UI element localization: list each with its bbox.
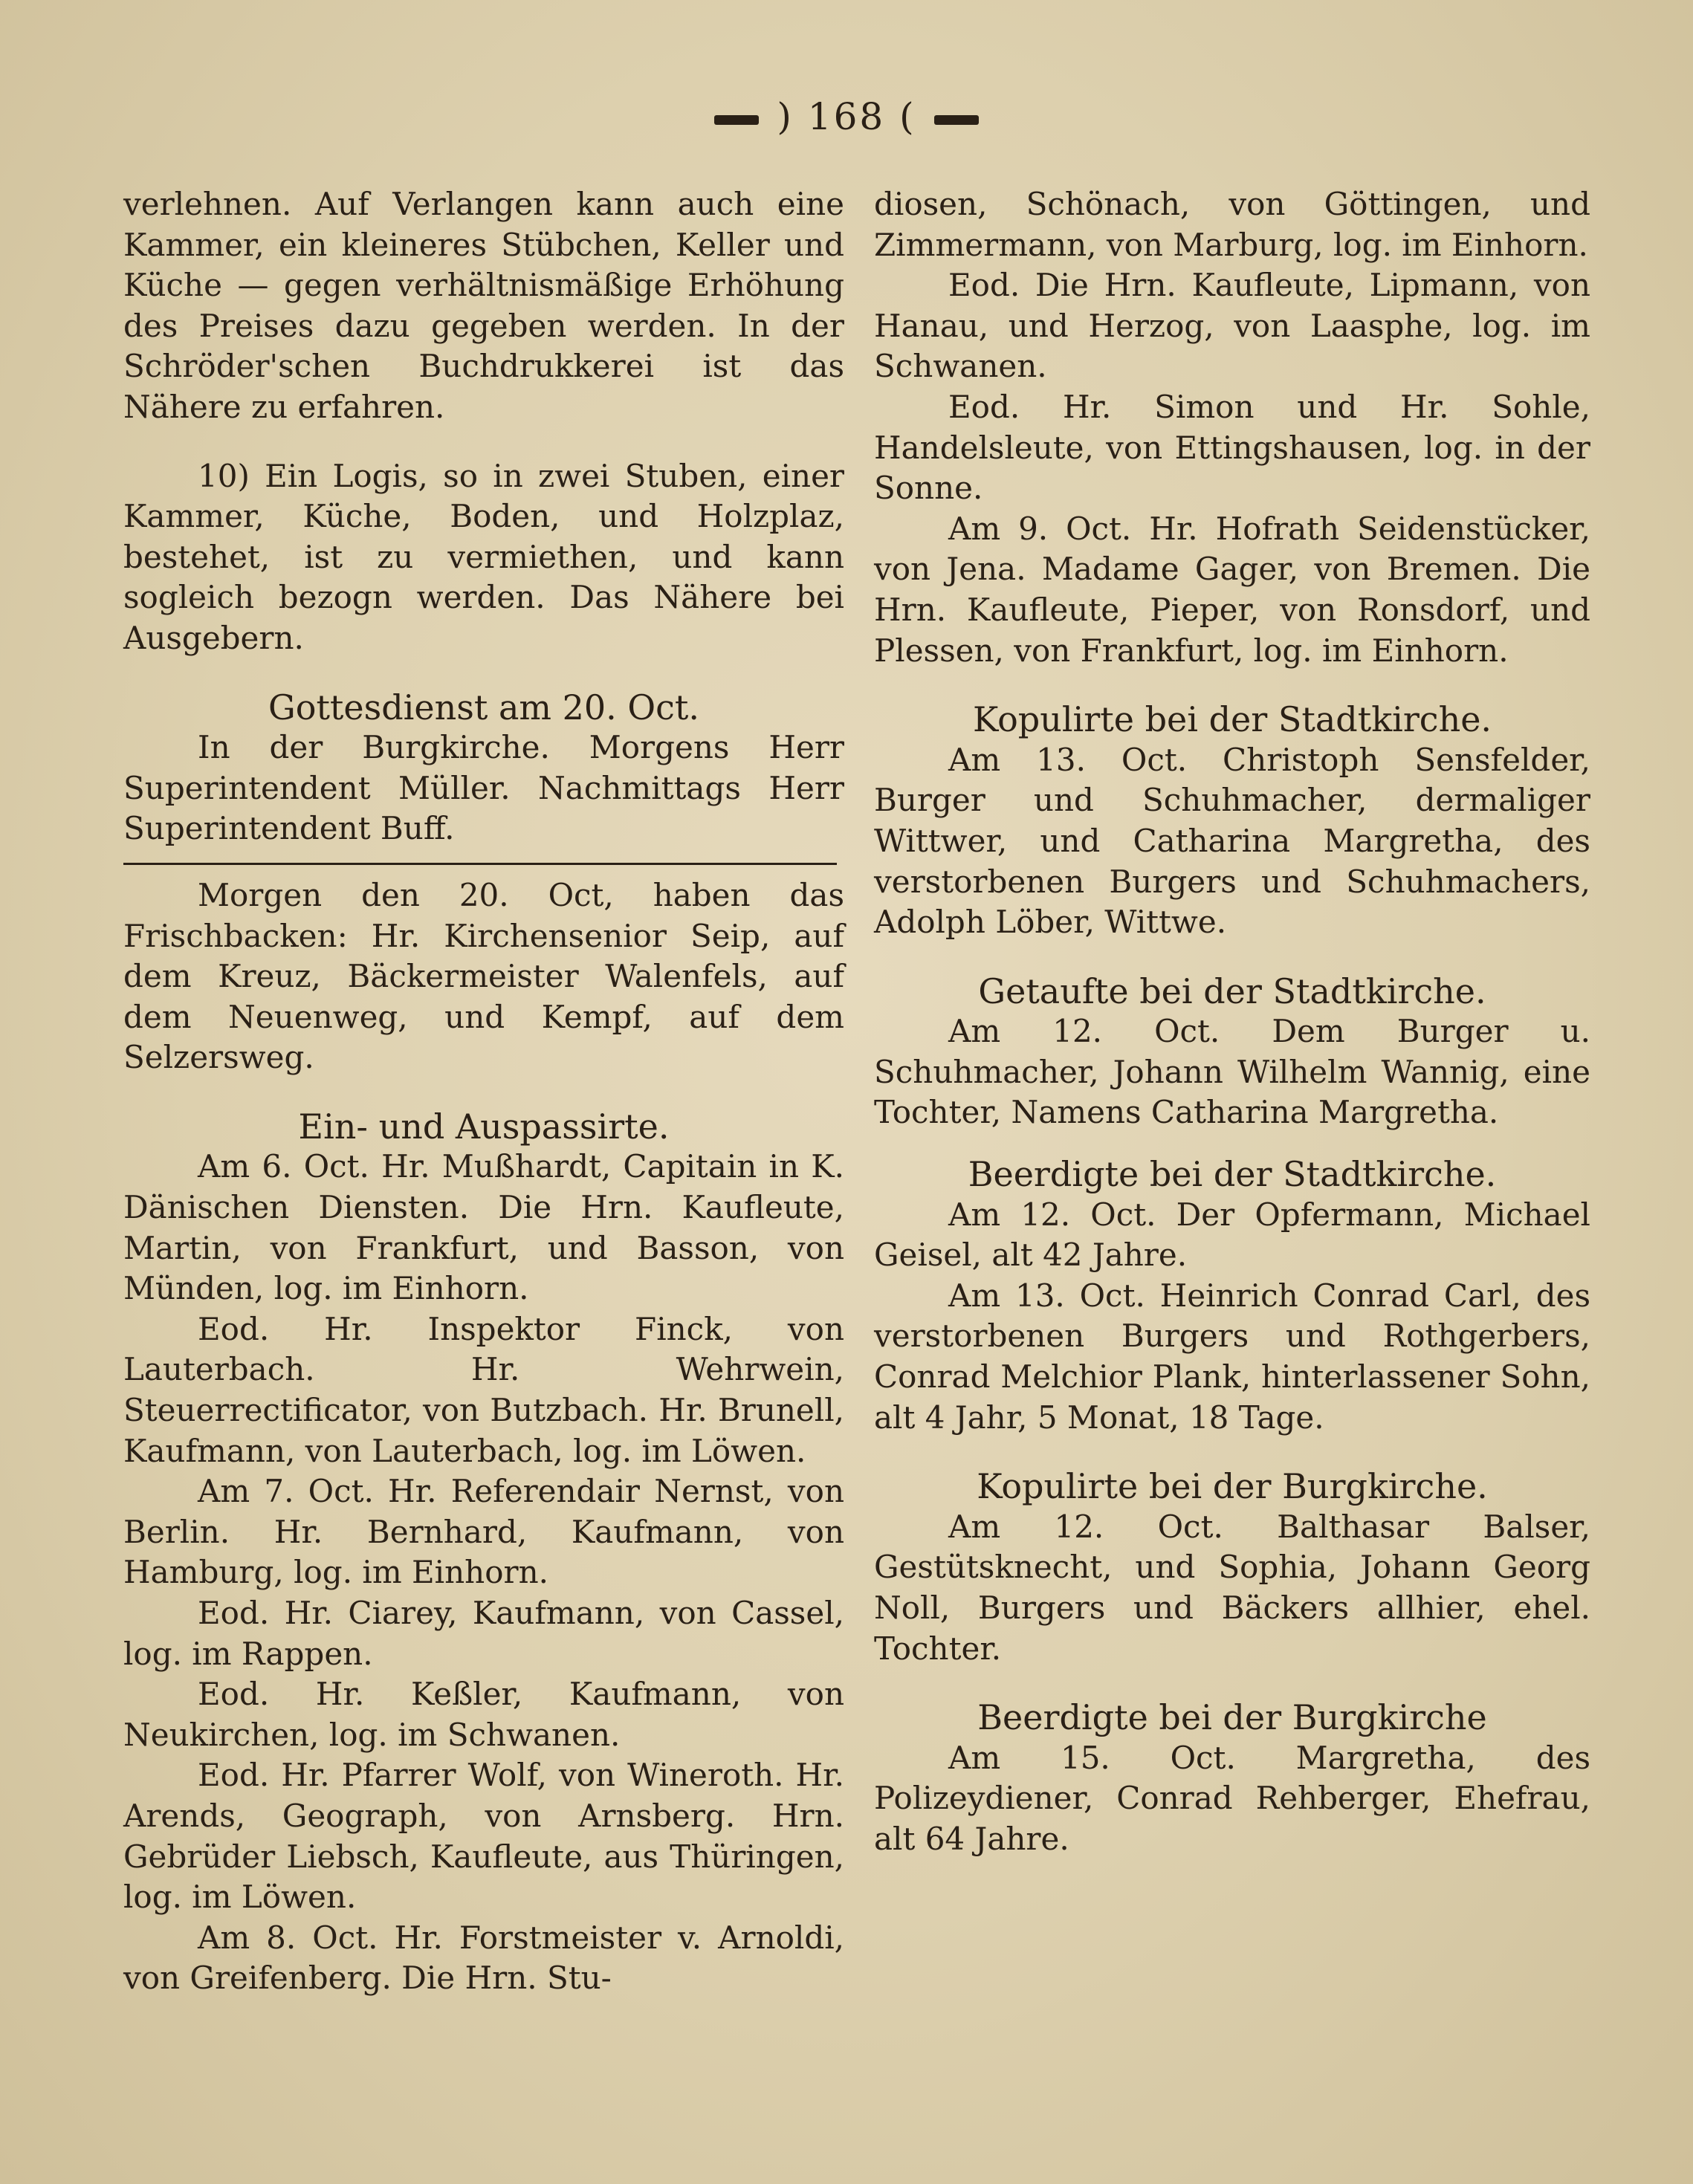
section-divider [123,863,837,865]
arrivals-eod-2: Eod. Hr. Ciarey, Kaufmann, von Cassel, log. im Rappen. [123,1595,844,1672]
arrivals-eod-6: Eod. Hr. Simon und Hr. Sohle, Handelsleute, von Ettingshausen, log. in der Sonne. [874,388,1590,507]
beerdigte-stadtkirche-2: Am 13. Oct. Heinrich Conrad Carl, des verstorbenen Burgers und Rothgerbers, Conrad Melchior Plank, hinterlassener Sohn, alt 4 Jahr, 5 Monat, 18 Tage. [874,1277,1590,1436]
heading-beerdigte-stadtkirche: Beerdigte bei der Stadtkirche. [968,1154,1497,1195]
arrivals-oct-6: Am 6. Oct. Hr. Mußhardt, Capitain in K. Dänischen Diensten. Die Hrn. Kaufleute, Martin, von Frankfurt, und Basson, von Münden, log. im Einhorn. [123,1148,844,1307]
getaufte-stadtkirche-text: Am 12. Oct. Dem Burger u. Schuhmacher, Johann Wilhelm Wannig, eine Tochter, Namens Catharina Margretha. [874,1013,1590,1131]
arrivals-oct-8: Am 8. Oct. Hr. Forstmeister v. Arnoldi, von Greifenberg. Die Hrn. Stu- [123,1919,844,1997]
arrivals-oct-7: Am 7. Oct. Hr. Referendair Nernst, von Berlin. Hr. Bernhard, Kaufmann, von Hamburg, log. im Einhorn. [123,1473,844,1591]
beerdigte-burgkirche-text: Am 15. Oct. Margretha, des Polizeydiener, Conrad Rehberger, Ehefrau, alt 64 Jahre. [874,1739,1590,1857]
right-column [874,184,1590,1860]
gottesdienst-text: In der Burgkirche. Morgens Herr Superintendent Müller. Nachmittags Herr Superintendent Buff. [123,729,844,847]
left-column [123,184,844,1999]
header-ornament-right [934,115,979,125]
heading-gottesdienst: Gottesdienst am 20. Oct. [268,687,699,728]
heading-beerdigte-burgkirche: Beerdigte bei der Burgkirche [977,1697,1487,1738]
notice-continuation: verlehnen. Auf Verlangen kann auch eine Kammer, ein kleineres Stübchen, Keller und Küche — gegen verhältnismäßige Erhöhung des Preises dazu gegeben werden. In der Schröder'schen Buchdrukkerei ist das Nähere zu erfahren. [123,186,844,425]
heading-getaufte-stadtkirche: Getaufte bei der Stadtkirche. [978,971,1486,1011]
header-ornament-left [714,115,759,125]
arrivals-continuation: diosen, Schönach, von Göttingen, und Zimmermann, von Marburg, log. im Einhorn. [874,186,1590,263]
arrivals-eod-5: Eod. Die Hrn. Kaufleute, Lipmann, von Hanau, und Herzog, von Laasphe, log. im Schwanen. [874,267,1590,385]
page-header [0,95,1693,138]
kopulirte-stadtkirche-text: Am 13. Oct. Christoph Sensfelder, Burger und Schuhmacher, dermaliger Wittwer, und Catharina Margretha, des verstorbenen Burgers und Schuhmachers, Adolph Löber, Wittwe. [874,741,1590,941]
kopulirte-burgkirche-text: Am 12. Oct. Balthasar Balser, Gestütsknecht, und Sophia, Johann Georg Noll, Burgers und Bäckers allhier, ehel. Tochter. [874,1508,1590,1667]
frischbacken-text: Morgen den 20. Oct, haben das Frischbacken: Hr. Kirchensenior Seip, auf dem Kreuz, Bäckermeister Walenfels, auf dem Neuenweg, und Kempf, auf dem Selzersweg. [123,876,844,1076]
heading-ein-auspassirte: Ein- und Auspassirte. [298,1106,670,1147]
page-number: ) 168 ( [777,95,916,138]
notice-10-logis: 10) Ein Logis, so in zwei Stuben, einer Kammer, Küche, Boden, und Holzplaz, bestehet, ist zu vermiethen, und kann sogleich bezogn werden. Das Nähere bei Ausgebern. [123,457,844,656]
arrivals-eod-3: Eod. Hr. Keßler, Kaufmann, von Neukirchen, log. im Schwanen. [123,1676,844,1753]
arrivals-oct-9: Am 9. Oct. Hr. Hofrath Seidenstücker, von Jena. Madame Gager, von Bremen. Die Hrn. Kaufleute, Pieper, von Ronsdorf, und Plessen, von Frankfurt, log. im Einhorn. [874,510,1590,669]
beerdigte-stadtkirche-1: Am 12. Oct. Der Opfermann, Michael Geisel, alt 42 Jahre. [874,1196,1590,1274]
heading-kopulirte-burgkirche: Kopulirte bei der Burgkirche. [977,1466,1488,1507]
arrivals-eod-4: Eod. Hr. Pfarrer Wolf, von Wineroth. Hr. Arends, Geograph, von Arnsberg. Hrn. Gebrüder Liebsch, Kaufleute, aus Thüringen, log. im Löwen. [123,1757,844,1916]
arrivals-eod-1: Eod. Hr. Inspektor Finck, von Lauterbach. Hr. Wehrwein, Steuerrectificator, von Butzbach. Hr. Brunell, Kaufmann, von Lauterbach, log. im Löwen. [123,1310,844,1469]
heading-kopulirte-stadtkirche: Kopulirte bei der Stadtkirche. [972,699,1492,740]
